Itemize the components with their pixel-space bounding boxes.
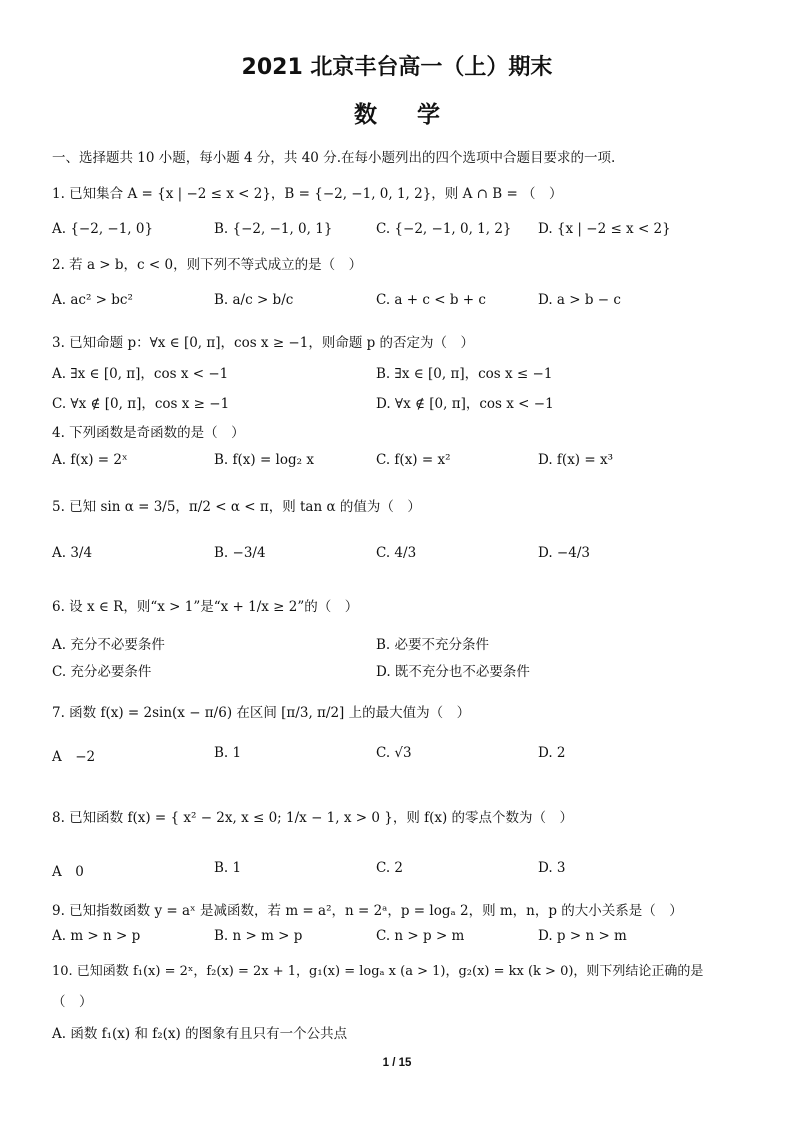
- page-number: 1 / 15: [382, 1057, 412, 1069]
- question-3-option-a: A. ∃x ∈ [0, π]，cos x < −1: [52, 366, 229, 382]
- question-1-option-c: C. {−2, −1, 0, 1, 2}: [376, 221, 512, 237]
- question-1-option-b: B. {−2, −1, 0, 1}: [214, 221, 333, 237]
- question-5-option-c: C. 4/3: [376, 545, 417, 561]
- question-7-option-a: A −2: [52, 749, 96, 765]
- question-9-stem: 9. 已知指数函数 y = aˣ 是减函数，若 m = a²，n = 2ᵃ，p = logₐ 2，则 m，n，p 的大小关系是（ ）: [52, 903, 683, 919]
- question-4-stem: 4. 下列函数是奇函数的是（ ）: [52, 425, 245, 441]
- question-2-stem: 2. 若 a > b，c < 0，则下列不等式成立的是（ ）: [52, 257, 363, 273]
- question-5-option-a: A. 3/4: [52, 545, 93, 561]
- question-3-option-d: D. ∀x ∉ [0, π]，cos x < −1: [376, 396, 554, 412]
- question-8-option-c: C. 2: [376, 860, 404, 876]
- subject-title: 数学: [354, 102, 480, 128]
- question-6-stem: 6. 设 x ∈ R，则“x > 1”是“x + 1/x ≥ 2”的（ ）: [52, 599, 359, 615]
- question-3-option-b: B. ∃x ∈ [0, π]，cos x ≤ −1: [376, 366, 553, 382]
- question-1-option-d: D. {x | −2 ≤ x < 2}: [538, 221, 671, 237]
- section-heading: 一、选择题共 10 小题，每小题 4 分，共 40 分.在每小题列出的四个选项中合题目要求的一项.: [52, 150, 616, 166]
- question-8-stem: 8. 已知函数 f(x) = { x² − 2x, x ≤ 0; 1/x − 1, x > 0 }，则 f(x) 的零点个数为（ ）: [52, 810, 574, 826]
- question-10-stem: 10. 已知函数 f₁(x) = 2ˣ，f₂(x) = 2x + 1，g₁(x) = logₐ x (a > 1)，g₂(x) = kx (k > 0)，则下列结论正确的是: [52, 964, 704, 979]
- question-8-option-a: A 0: [52, 864, 84, 880]
- question-9-option-b: B. n > m > p: [214, 928, 303, 944]
- question-3-option-c: C. ∀x ∉ [0, π]，cos x ≥ −1: [52, 396, 230, 412]
- question-6-option-a: A. 充分不必要条件: [52, 637, 165, 653]
- question-8-option-d: D. 3: [538, 860, 566, 876]
- question-4-option-c: C. f(x) = x²: [376, 452, 451, 468]
- question-9-option-c: C. n > p > m: [376, 928, 465, 944]
- question-4-option-d: D. f(x) = x³: [538, 452, 613, 468]
- question-10-stem-continued: （ ）: [52, 994, 93, 1010]
- question-5-stem: 5. 已知 sin α = 3/5，π/2 < α < π，则 tan α 的值为（ ）: [52, 499, 421, 515]
- question-1-stem: 1. 已知集合 A = {x | −2 ≤ x < 2}，B = {−2, −1, 0, 1, 2}，则 A ∩ B = （ ）: [52, 186, 563, 202]
- question-6-option-b: B. 必要不充分条件: [376, 637, 490, 653]
- question-2-option-d: D. a > b − c: [538, 292, 621, 308]
- question-8-option-b: B. 1: [214, 860, 242, 876]
- question-7-stem: 7. 函数 f(x) = 2sin(x − π/6) 在区间 [π/3, π/2] 上的最大值为（ ）: [52, 705, 471, 721]
- question-4-option-a: A. f(x) = 2ˣ: [52, 452, 128, 468]
- question-7-option-b: B. 1: [214, 745, 242, 761]
- question-7-option-c: C. √3: [376, 745, 412, 761]
- question-10-option-a: A. 函数 f₁(x) 和 f₂(x) 的图象有且只有一个公共点: [52, 1026, 348, 1042]
- question-4-option-b: B. f(x) = log₂ x: [214, 452, 314, 468]
- question-9-option-a: A. m > n > p: [52, 928, 141, 944]
- question-5-option-b: B. −3/4: [214, 545, 266, 561]
- question-1-option-a: A. {−2, −1, 0}: [52, 221, 154, 237]
- question-7-option-d: D. 2: [538, 745, 566, 761]
- question-6-option-c: C. 充分必要条件: [52, 664, 152, 680]
- question-2-option-a: A. ac² > bc²: [52, 292, 133, 308]
- page-title: 2021 北京丰台高一（上）期末: [241, 55, 553, 80]
- question-3-stem: 3. 已知命题 p：∀x ∈ [0, π]，cos x ≥ −1，则命题 p 的否定为（ ）: [52, 335, 475, 351]
- question-2-option-c: C. a + c < b + c: [376, 292, 486, 308]
- question-6-option-d: D. 既不充分也不必要条件: [376, 664, 530, 680]
- question-9-option-d: D. p > n > m: [538, 928, 627, 944]
- question-5-option-d: D. −4/3: [538, 545, 590, 561]
- question-2-option-b: B. a/c > b/c: [214, 292, 294, 308]
